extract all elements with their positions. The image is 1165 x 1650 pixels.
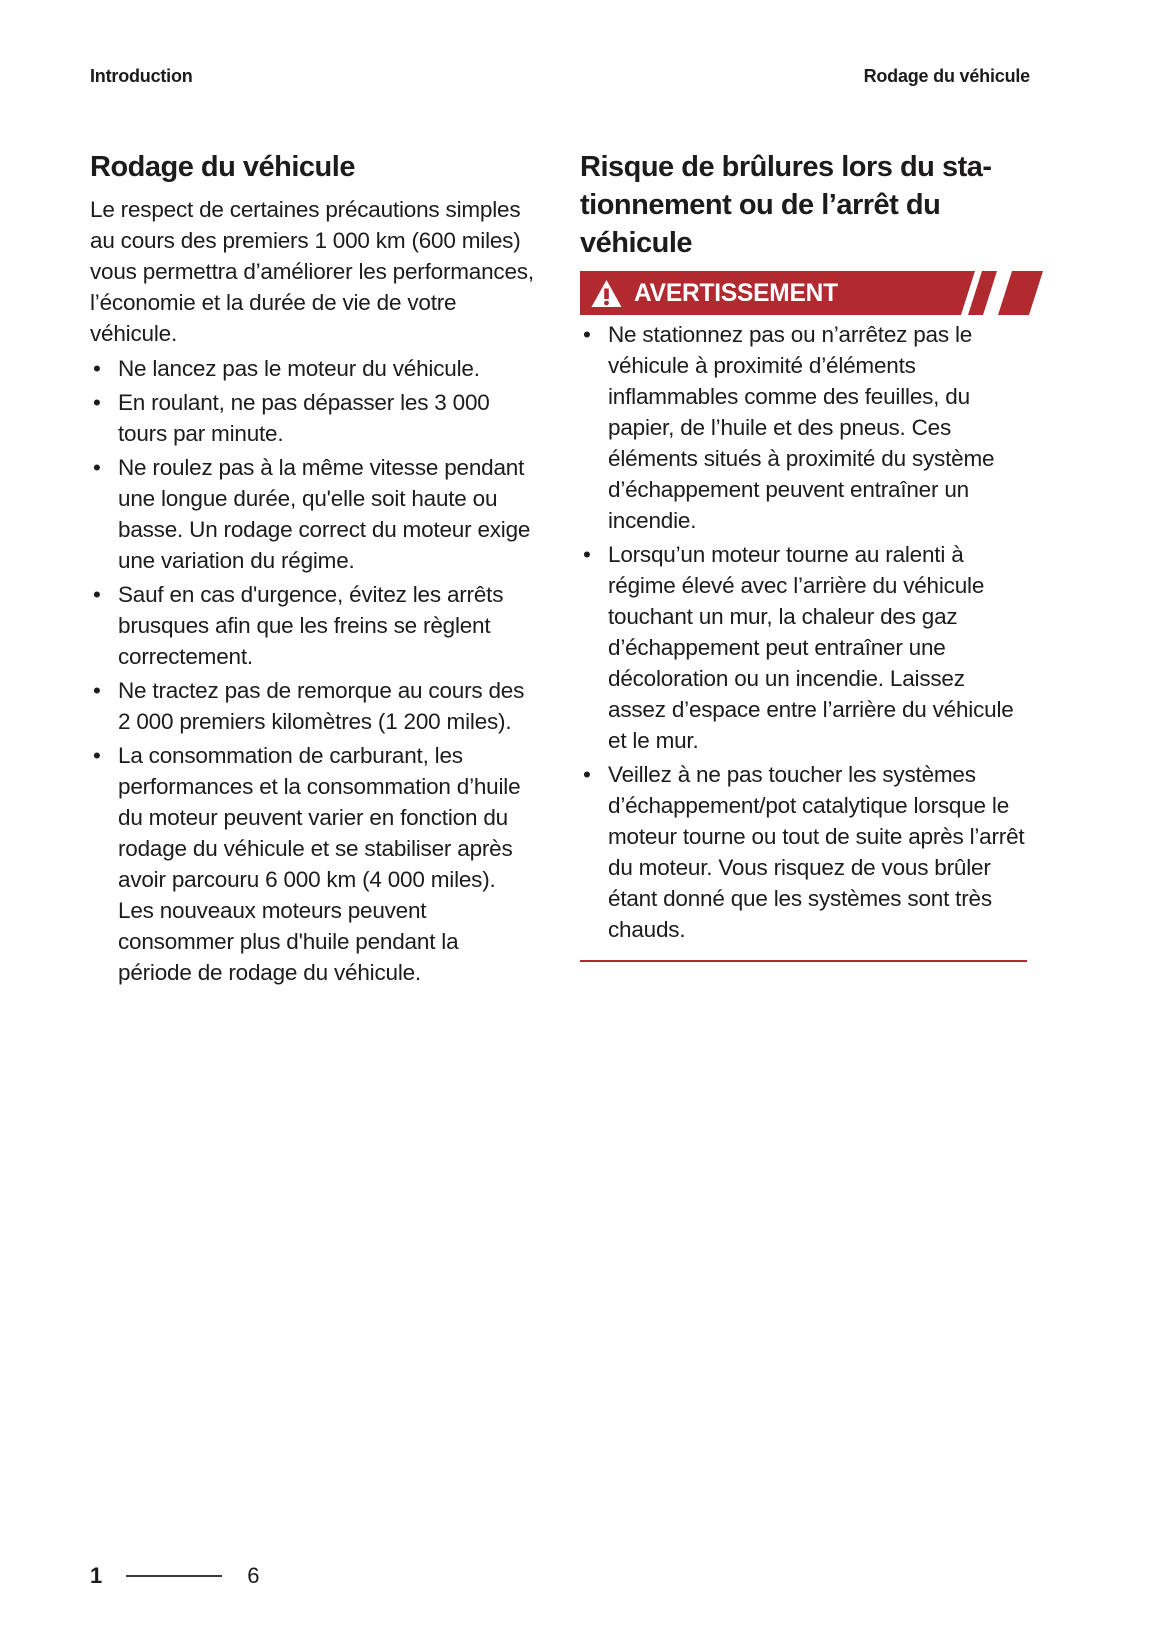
- list-item: • Ne lancez pas le moteur du véhicule.: [90, 353, 537, 384]
- list-item: • La consommation de carburant, les performances et la consommation d’huile du moteur peuvent varier en fonction du rodage du véhicule et se stabiliser après avoir parcouru 6 000 km (4 000 miles). Les nouveaux moteurs peuvent consommer plus d'huile pendant la période de rodage du véhicule.: [90, 740, 537, 988]
- warning-banner: [580, 271, 1043, 315]
- page-number: 6: [247, 1563, 260, 1588]
- left-column: [90, 148, 537, 991]
- running-header: [90, 66, 1030, 87]
- intro-paragraph: Le respect de certaines précautions simples au cours des premiers 1 000 km (600 miles) vous permettra d’améliorer les performances, l’économie et la durée de vie de votre véhicule.: [90, 197, 534, 346]
- warning-banner-label: AVERTISSEMENT: [634, 278, 838, 307]
- right-column: [580, 148, 1027, 970]
- header-section-label: Introduction: [90, 66, 193, 86]
- list-item: • Ne tractez pas de remorque au cours des 2 000 premiers kilomètres (1 200 miles).: [90, 675, 537, 737]
- list-item: • Ne roulez pas à la même vitesse pendant une longue durée, qu'elle soit haute ou basse. Un rodage correct du moteur exige une variation du régime.: [90, 452, 537, 576]
- list-item: • Ne stationnez pas ou n’arrêtez pas le véhicule à proximité d’éléments inflammables comme des feuilles, du papier, de l’huile et des pneus. Ces éléments situés à proximité du système d’échappement peuvent entraîner un incendie.: [580, 319, 1027, 536]
- warning-section-end-rule: [580, 960, 1027, 962]
- page-footer: [90, 1563, 260, 1589]
- header-topic-label: Rodage du véhicule: [863, 66, 1030, 86]
- list-item: • Lorsqu’un moteur tourne au ralenti à régime élevé avec l’arrière du véhicule touchant un mur, la chaleur des gaz d’échappement peut entraîner une décoloration ou un incendie. Laissez assez d’espace entre l’arrière du véhicule et le mur.: [580, 539, 1027, 756]
- list-item: • En roulant, ne pas dépasser les 3 000 tours par minute.: [90, 387, 537, 449]
- chapter-number: 1: [90, 1563, 103, 1588]
- list-item: • Sauf en cas d'urgence, évitez les arrêts brusques afin que les freins se règlent correctement.: [90, 579, 537, 672]
- section-title-rodage: Rodage du véhicule: [90, 151, 355, 183]
- rodage-bullet-list: [90, 353, 537, 988]
- footer-divider-line: [126, 1575, 222, 1577]
- warning-bullet-list: [580, 319, 1027, 945]
- section-title-risque-brulures: Risque de brûlures lors du stationnement ou de l’arrêt du véhicule: [580, 151, 993, 259]
- list-item: • Veillez à ne pas toucher les systèmes d’échappement/pot catalytique lorsque le moteur tourne ou tout de suite après l’arrêt du moteur. Vous risquez de vous brûler étant donné que les systèmes sont très chauds.: [580, 759, 1027, 945]
- warning-triangle-icon: [591, 279, 622, 308]
